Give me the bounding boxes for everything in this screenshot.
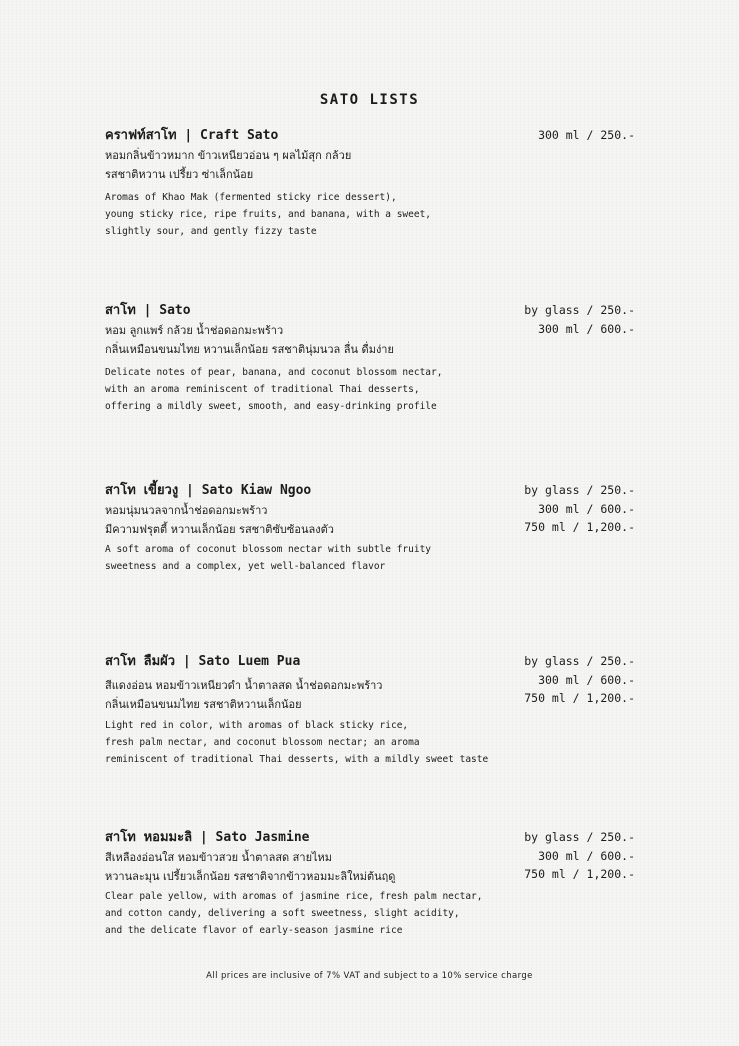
item-name: คราฟท์สาโท | Craft Sato bbox=[105, 128, 279, 143]
price-line: 750 ml / 1,200.- bbox=[524, 520, 635, 534]
item-english-line: young sticky rice, ripe fruits, and banana, with a sweet, bbox=[105, 209, 432, 220]
item-prices bbox=[538, 126, 635, 145]
item-english-line: Aromas of Khao Mak (fermented sticky rice dessert), bbox=[105, 192, 397, 203]
item-thai-description-line: สีแดงอ่อน หอมข้าวเหนียวดำ น้ำตาลสด น้ำช่อดอกมะพร้าว bbox=[105, 679, 383, 692]
item-english-description bbox=[105, 888, 635, 939]
item-english-line: and cotton candy, delivering a soft sweetness, slight acidity, bbox=[105, 908, 460, 919]
item-english-line: Delicate notes of pear, banana, and coconut blossom nectar, bbox=[105, 367, 443, 378]
item-english-description bbox=[105, 717, 635, 768]
menu-title: SATO LISTS bbox=[319, 92, 420, 108]
item-english-line: A soft aroma of coconut blossom nectar with subtle fruity bbox=[105, 544, 432, 555]
price-line: by glass / 250.- bbox=[524, 483, 635, 497]
item-english-line: Light red in color, with aromas of black sticky rice, bbox=[105, 720, 409, 731]
item-english-line: reminiscent of traditional Thai desserts, with a mildly sweet taste bbox=[105, 754, 489, 765]
item-english-line: fresh palm nectar, and coconut blossom nectar; an aroma bbox=[105, 737, 420, 748]
menu-item-sato-jasmine bbox=[105, 828, 635, 939]
item-english-line: offering a mildly sweet, smooth, and easy-drinking profile bbox=[105, 401, 437, 412]
price-line: 300 ml / 600.- bbox=[538, 321, 635, 336]
item-name: สาโท ลืมผัว | Sato Luem Pua bbox=[105, 654, 301, 669]
menu-item-sato-luem-pua bbox=[105, 652, 635, 768]
menu-item-sato-kiaw-ngoo bbox=[105, 481, 635, 575]
item-english-description bbox=[105, 541, 635, 575]
item-name: สาโท | Sato bbox=[105, 303, 191, 318]
price-line: by glass / 250.- bbox=[524, 830, 635, 844]
price-line: 300 ml / 600.- bbox=[538, 672, 635, 687]
item-prices bbox=[524, 828, 635, 884]
price-line: by glass / 250.- bbox=[524, 303, 635, 317]
item-english-line: with an aroma reminiscent of traditional Thai desserts, bbox=[105, 384, 420, 395]
item-thai-description-line: หวานละมุน เปรี้ยวเล็กน้อย รสชาติจากข้าวหอมมะลิใหม่ต้นฤดู bbox=[105, 870, 396, 883]
price-line: 750 ml / 1,200.- bbox=[524, 691, 635, 705]
item-english-line: slightly sour, and gently fizzy taste bbox=[105, 226, 317, 237]
item-english-line: and the delicate flavor of early-season jasmine rice bbox=[105, 925, 403, 936]
item-thai-description-line: หอมนุ่มนวลจากน้ำช่อดอกมะพร้าว bbox=[105, 504, 268, 517]
item-thai-description-line: กลิ่นเหมือนขนมไทย รสชาติหวานเล็กน้อย bbox=[105, 698, 302, 711]
price-disclaimer: All prices are inclusive of 7% VAT and subject to a 10% service charge bbox=[206, 971, 533, 981]
menu-item-craft-sato bbox=[105, 126, 635, 240]
item-thai-description-line: มีความฟรุตตี้ หวานเล็กน้อย รสชาติซับซ้อนลงตัว bbox=[105, 523, 334, 536]
item-thai-description-line: หอม ลูกแพร์ กล้วย น้ำช่อดอกมะพร้าว bbox=[105, 324, 284, 337]
item-thai-description-line: กลิ่นเหมือนขนมไทย หวานเล็กน้อย รสชาตินุ่มนวล ลื่น ดื่มง่าย bbox=[105, 343, 394, 356]
item-english-line: sweetness and a complex, yet well-balanced flavor bbox=[105, 561, 386, 572]
menu-item-sato bbox=[105, 301, 635, 415]
item-prices bbox=[524, 652, 635, 708]
item-english-description bbox=[105, 364, 635, 415]
price-line: by glass / 250.- bbox=[524, 654, 635, 668]
price-line: 300 ml / 600.- bbox=[538, 848, 635, 863]
item-prices bbox=[524, 301, 635, 338]
price-line: 300 ml / 250.- bbox=[538, 128, 635, 142]
item-name: สาโท หอมมะลิ | Sato Jasmine bbox=[105, 830, 310, 845]
item-name: สาโท เขี้ยวงู | Sato Kiaw Ngoo bbox=[105, 483, 312, 498]
item-thai-description-line: สีเหลืองอ่อนใส หอมข้าวสวย น้ำตาลสด สายไหม bbox=[105, 851, 333, 864]
item-thai-description-line: หอมกลิ่นข้าวหมาก ข้าวเหนียวอ่อน ๆ ผลไม้สุก กล้วย bbox=[105, 149, 352, 162]
price-line: 750 ml / 1,200.- bbox=[524, 867, 635, 881]
item-english-description bbox=[105, 189, 635, 240]
item-english-line: Clear pale yellow, with aromas of jasmine rice, fresh palm nectar, bbox=[105, 891, 483, 902]
item-thai-description-line: รสชาติหวาน เปรี้ยว ซ่าเล็กน้อย bbox=[105, 168, 254, 181]
item-prices bbox=[524, 481, 635, 537]
price-line: 300 ml / 600.- bbox=[538, 501, 635, 516]
